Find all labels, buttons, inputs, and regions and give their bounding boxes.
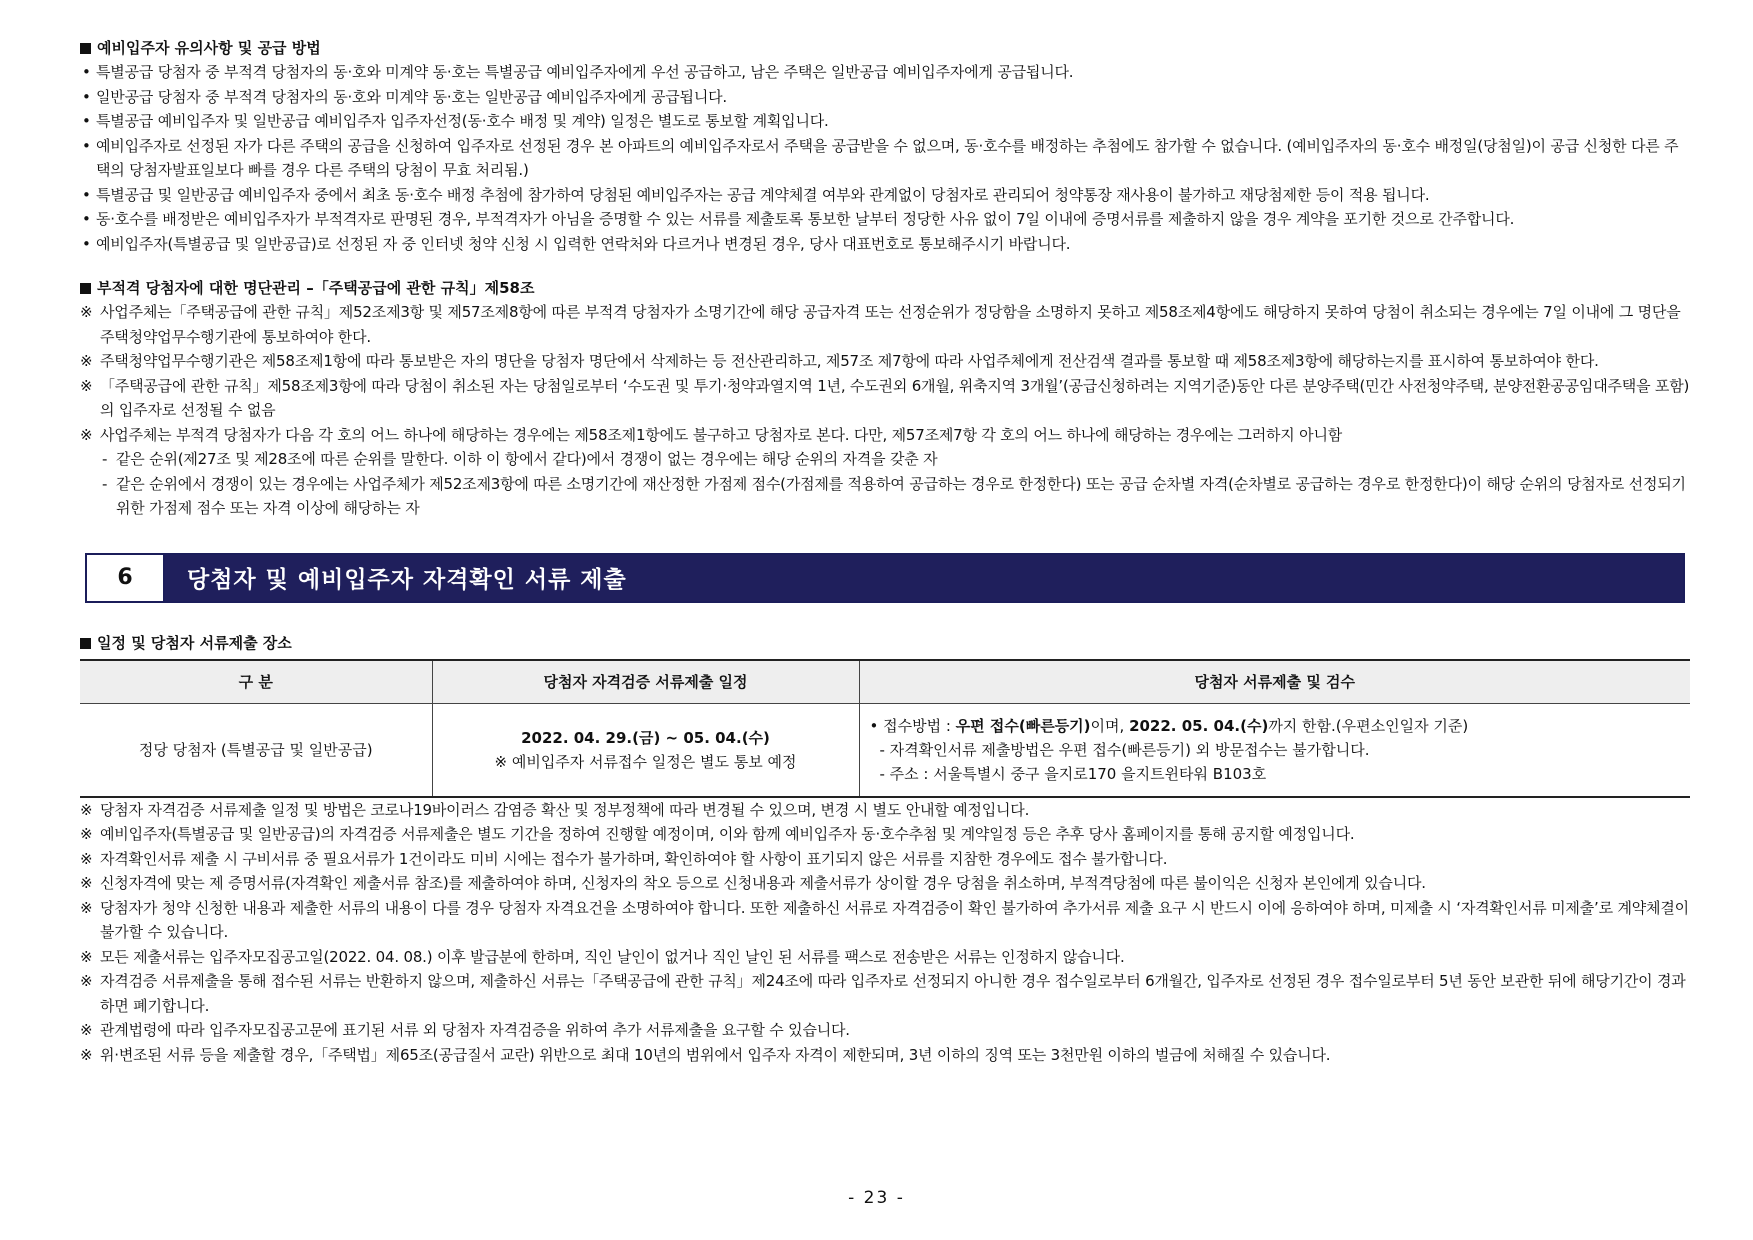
note-item: ※ 당첨자 자격검증 서류제출 일정 및 방법은 코로나19바이러스 감염증 확산 및 정부정책에 따라 변경될 수 있으며, 변경 시 별도 안내할 예정입니다. bbox=[80, 798, 1690, 823]
ineligible-subitems bbox=[80, 447, 1690, 521]
chapter-title: 당첨자 및 예비입주자 자격확인 서류 제출 bbox=[165, 555, 1683, 601]
chapter-number: 6 bbox=[87, 555, 165, 601]
square-bullet-icon bbox=[80, 43, 91, 54]
schedule-note: ※ 예비입주자 서류접수 일정은 별도 통보 예정 bbox=[494, 752, 797, 771]
note-item: ※ 예비입주자(특별공급 및 일반공급)의 자격검증 서류제출은 별도 기간을 정하여 진행할 예정이며, 이와 함께 예비입주자 동·호수추첨 및 계약일정 등은 추후 당사 홈페이지를 통해 공지할 예정입니다. bbox=[80, 822, 1690, 847]
table-header: 구 분 bbox=[80, 660, 432, 704]
schedule-table bbox=[80, 659, 1690, 798]
square-bullet-icon bbox=[80, 638, 91, 649]
dash-item: - 같은 순위(제27조 및 제28조에 따른 순위를 말한다. 이하 이 항에서 같다)에서 경쟁이 없는 경우에는 해당 순위의 자격을 갖춘 자 bbox=[80, 447, 1690, 472]
list-item: • 예비입주자(특별공급 및 일반공급)로 선정된 자 중 인터넷 청약 신청 시 입력한 연락처와 다르거나 변경된 경우, 당사 대표번호로 통보해주시기 바랍니다. bbox=[80, 232, 1690, 257]
note-item: ※ 관계법령에 따라 입주자모집공고문에 표기된 서류 외 당첨자 자격검증을 위하여 추가 서류제출을 요구할 수 있습니다. bbox=[80, 1018, 1690, 1043]
reserve-notes-list bbox=[80, 60, 1690, 256]
note-item: ※ 「주택공급에 관한 규칙」제58조제3항에 따라 당첨이 취소된 자는 당첨일로부터 ‘수도권 및 투기·청약과열지역 1년, 수도권외 6개월, 위축지역 3개월’(공급신청하려는 지역기준)동안 다른 분양주택(민간 사전청약주택, 분양전환공공임대주택을 포함)의 입주자로 선정될 수 없음 bbox=[80, 374, 1690, 423]
note-item: ※ 모든 제출서류는 입주자모집공고일(2022. 04. 08.) 이후 발급분에 한하며, 직인 날인이 없거나 직인 날인 된 서류를 팩스로 전송받은 서류는 인정하지 않습니다. bbox=[80, 945, 1690, 970]
note-item: ※ 사업주체는「주택공급에 관한 규칙」제52조제3항 및 제57조제8항에 따른 부적격 당첨자가 소명기간에 해당 공급자격 또는 선정순위가 정당함을 소명하지 못하고 제58조제4항에도 해당하지 못하여 당첨이 취소되는 경우에는 7일 이내에 그 명단을 주택청약업무수행기관에 통보하여야 한다. bbox=[80, 300, 1690, 349]
method-line-2: - 자격확인서류 제출방법은 우편 접수(빠른등기) 외 방문접수는 불가합니다. bbox=[879, 740, 1370, 759]
list-item: • 특별공급 및 일반공급 예비입주자 중에서 최초 동·호수 배정 추첨에 참가하여 당첨된 예비입주자는 공급 계약체결 여부와 관계없이 당첨자로 관리되어 청약통장 재사용이 불가하고 재당첨제한 등이 적용 됩니다. bbox=[80, 183, 1690, 208]
list-item: • 특별공급 예비입주자 및 일반공급 예비입주자 입주자선정(동·호수 배정 및 계약) 일정은 별도로 통보할 계획입니다. bbox=[80, 109, 1690, 134]
note-item: ※ 주택청약업무수행기관은 제58조제1항에 따라 통보받은 자의 명단을 당첨자 명단에서 삭제하는 등 전산관리하고, 제57조 제7항에 따라 사업주체에게 전산검색 결과를 통보할 때 제58조제3항에 해당하는지를 표시하여 통보하여야 한다. bbox=[80, 349, 1690, 374]
table-header-row bbox=[80, 660, 1690, 704]
section-heading-reserve-notes: 예비입주자 유의사항 및 공급 방법 bbox=[80, 36, 1690, 60]
note-item: ※ 신청자격에 맞는 제 증명서류(자격확인 제출서류 참조)를 제출하여야 하며, 신청자의 착오 등으로 신청내용과 제출서류가 상이할 경우 당첨을 취소하며, 부적격당첨에 따른 불이익은 신청자 본인에게 있습니다. bbox=[80, 871, 1690, 896]
list-item: • 일반공급 당첨자 중 부적격 당첨자의 동·호와 미계약 동·호는 일반공급 예비입주자에게 공급됩니다. bbox=[80, 85, 1690, 110]
schedule-dates: 2022. 04. 29.(금) ~ 05. 04.(수) bbox=[521, 728, 770, 747]
note-item: ※ 사업주체는 부적격 당첨자가 다음 각 호의 어느 하나에 해당하는 경우에는 제58조제1항에도 불구하고 당첨자로 본다. 다만, 제57조제7항 각 호의 어느 하나에 해당하는 경우에는 그러하지 아니함 bbox=[80, 423, 1690, 448]
document-page bbox=[80, 36, 1690, 1067]
ineligible-notes-list bbox=[80, 300, 1690, 447]
schedule-notes-list bbox=[80, 798, 1690, 1068]
table-cell-schedule bbox=[432, 703, 859, 797]
list-item: • 동·호수를 배정받은 예비입주자가 부적격자로 판명된 경우, 부적격자가 아님을 증명할 수 있는 서류를 제출토록 통보한 날부터 정당한 사유 없이 7일 이내에 증명서류를 제출하지 않을 경우 계약을 포기한 것으로 간주합니다. bbox=[80, 207, 1690, 232]
note-item: ※ 당첨자가 청약 신청한 내용과 제출한 서류의 내용이 다를 경우 당첨자 자격요건을 소명하여야 합니다. 또한 제출하신 서류로 자격검증이 확인 불가하여 추가서류 제출 요구 시 반드시 이에 응하여야 하며, 미제출 시 ‘자격확인서류 미제출’로 계약체결이 불가할 수 있습니다. bbox=[80, 896, 1690, 945]
list-item: • 예비입주자로 선정된 자가 다른 주택의 공급을 신청하여 입주자로 선정된 경우 본 아파트의 예비입주자로서 주택을 공급받을 수 없으며, 동·호수를 배정하는 추첨에도 참가할 수 없습니다. (예비입주자의 동·호수 배정일(당첨일)이 공급 신청한 다른 주택의 당첨자발표일보다 빠를 경우 다른 주택의 당첨이 무효 처리됨.) bbox=[80, 134, 1690, 183]
table-header: 당첨자 자격검증 서류제출 일정 bbox=[432, 660, 859, 704]
note-item: ※ 위·변조된 서류 등을 제출할 경우,「주택법」제65조(공급질서 교란) 위반으로 최대 10년의 범위에서 입주자 자격이 제한되며, 3년 이하의 징역 또는 3천만원 이하의 벌금에 처해질 수 있습니다. bbox=[80, 1043, 1690, 1068]
chapter-header bbox=[85, 553, 1685, 603]
method-line-3: - 주소 : 서울특별시 중구 을지로170 을지트윈타워 B103호 bbox=[879, 764, 1267, 783]
method-line-1: • 접수방법 : 우편 접수(빠른등기)이며, 2022. 05. 04.(수)까지 한함.(우편소인일자 기준) bbox=[869, 716, 1469, 735]
table-cell-method bbox=[859, 703, 1690, 797]
section-heading-schedule: 일정 및 당첨자 서류제출 장소 bbox=[80, 631, 1690, 655]
list-item: • 특별공급 당첨자 중 부적격 당첨자의 동·호와 미계약 동·호는 특별공급 예비입주자에게 우선 공급하고, 남은 주택은 일반공급 예비입주자에게 공급됩니다. bbox=[80, 60, 1690, 85]
note-item: ※ 자격검증 서류제출을 통해 접수된 서류는 반환하지 않으며, 제출하신 서류는「주택공급에 관한 규칙」제24조에 따라 입주자로 선정되지 아니한 경우 접수일로부터 6개월간, 입주자로 선정된 경우 접수일로부터 5년 동안 보관한 뒤에 해당기간이 경과하면 폐기합니다. bbox=[80, 969, 1690, 1018]
page-number: - 23 - bbox=[848, 1188, 905, 1208]
table-row bbox=[80, 703, 1690, 797]
dash-item: - 같은 순위에서 경쟁이 있는 경우에는 사업주체가 제52조제3항에 따른 소명기간에 재산정한 가점제 점수(가점제를 적용하여 공급하는 경우로 한정한다) 또는 공급 순차별 자격(순차별로 공급하는 경우로 한정한다)이 해당 순위의 당첨자로 선정되기 위한 가점제 점수 또는 자격 이상에 해당하는 자 bbox=[80, 472, 1690, 521]
table-cell-category: 정당 당첨자 (특별공급 및 일반공급) bbox=[80, 703, 432, 797]
note-item: ※ 자격확인서류 제출 시 구비서류 중 필요서류가 1건이라도 미비 시에는 접수가 불가하며, 확인하여야 할 사항이 표기되지 않은 서류를 지참한 경우에도 접수 불가합니다. bbox=[80, 847, 1690, 872]
square-bullet-icon bbox=[80, 283, 91, 294]
table-header: 당첨자 서류제출 및 검수 bbox=[859, 660, 1690, 704]
section-heading-ineligible-list: 부적격 당첨자에 대한 명단관리 –「주택공급에 관한 규칙」제58조 bbox=[80, 276, 1690, 300]
